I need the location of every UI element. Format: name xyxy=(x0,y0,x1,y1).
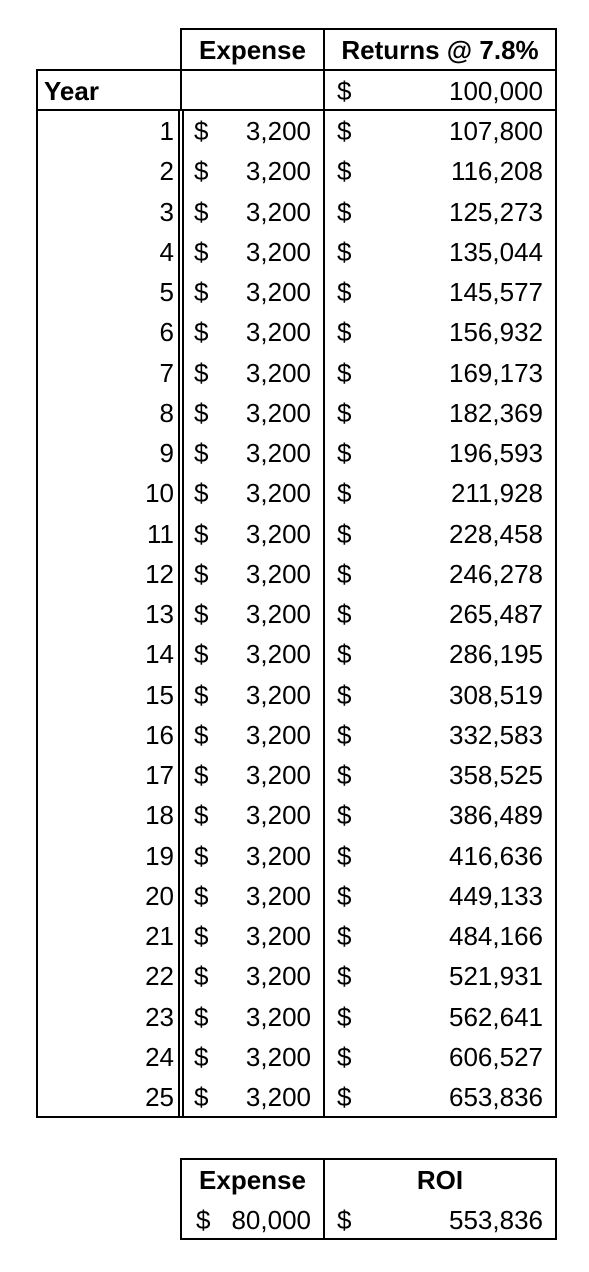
expense-currency: $ xyxy=(194,720,209,750)
returns-cell: 332,583 xyxy=(449,720,543,750)
year-cell: 11 xyxy=(147,519,174,549)
expense-cell: 3,200 xyxy=(245,961,311,991)
expense-cell: 3,200 xyxy=(245,559,311,589)
returns-currency: $ xyxy=(337,1042,352,1072)
returns-currency: $ xyxy=(337,438,352,468)
year-cell: 9 xyxy=(159,438,174,468)
year-cell: 15 xyxy=(145,680,174,710)
summary-expense-value: 80,000 xyxy=(231,1205,311,1235)
start-value-currency: $ xyxy=(337,76,352,106)
returns-cell: 246,278 xyxy=(449,559,543,589)
expense-cell: 3,200 xyxy=(245,277,311,307)
returns-currency: $ xyxy=(337,760,352,790)
returns-cell: 265,487 xyxy=(449,599,543,629)
returns-currency: $ xyxy=(337,1082,352,1112)
returns-currency: $ xyxy=(337,599,352,629)
expense-cell: 3,200 xyxy=(245,1082,311,1112)
expense-currency: $ xyxy=(194,156,209,186)
returns-cell: 145,577 xyxy=(449,277,543,307)
returns-currency: $ xyxy=(337,358,352,388)
returns-currency: $ xyxy=(337,961,352,991)
table-border xyxy=(182,109,184,1118)
table-border xyxy=(555,1158,557,1240)
expense-currency: $ xyxy=(194,478,209,508)
returns-cell: 125,273 xyxy=(449,197,543,227)
returns-cell: 358,525 xyxy=(449,760,543,790)
returns-currency: $ xyxy=(337,559,352,589)
returns-cell: 211,928 xyxy=(450,478,543,508)
year-cell: 10 xyxy=(145,478,174,508)
year-cell: 18 xyxy=(145,800,174,830)
expense-cell: 3,200 xyxy=(245,358,311,388)
expense-cell: 3,200 xyxy=(245,921,311,951)
expense-cell: 3,200 xyxy=(245,881,311,911)
expense-cell: 3,200 xyxy=(245,438,311,468)
table-border xyxy=(555,28,557,1118)
summary-roi-value: 553,836 xyxy=(449,1205,543,1235)
returns-cell: 386,489 xyxy=(449,800,543,830)
expense-cell: 3,200 xyxy=(245,760,311,790)
expense-cell: 3,200 xyxy=(245,1042,311,1072)
expense-currency: $ xyxy=(194,921,209,951)
year-cell: 7 xyxy=(159,358,174,388)
expense-cell: 3,200 xyxy=(245,800,311,830)
returns-currency: $ xyxy=(337,478,352,508)
expense-cell: 3,200 xyxy=(245,317,311,347)
expense-currency: $ xyxy=(194,116,209,146)
returns-cell: 196,593 xyxy=(449,438,543,468)
expense-currency: $ xyxy=(194,438,209,468)
returns-currency: $ xyxy=(337,639,352,669)
table-border xyxy=(323,28,325,1118)
expense-currency: $ xyxy=(194,760,209,790)
expense-currency: $ xyxy=(194,277,209,307)
year-cell: 25 xyxy=(145,1082,174,1112)
year-cell: 4 xyxy=(159,237,174,267)
year-cell: 24 xyxy=(145,1042,174,1072)
expense-cell: 3,200 xyxy=(245,237,311,267)
expense-currency: $ xyxy=(194,398,209,428)
expense-currency: $ xyxy=(194,237,209,267)
returns-currency: $ xyxy=(337,116,352,146)
expense-cell: 3,200 xyxy=(245,197,311,227)
start-value: 100,000 xyxy=(449,76,543,106)
returns-currency: $ xyxy=(337,317,352,347)
year-cell: 3 xyxy=(159,197,174,227)
expense-currency: $ xyxy=(194,961,209,991)
year-cell: 2 xyxy=(159,156,174,186)
expense-currency: $ xyxy=(194,317,209,347)
year-cell: 16 xyxy=(145,720,174,750)
expense-cell: 3,200 xyxy=(245,639,311,669)
returns-cell: 484,166 xyxy=(449,921,543,951)
expense-currency: $ xyxy=(194,559,209,589)
returns-currency: $ xyxy=(337,398,352,428)
table-border xyxy=(36,69,38,1118)
returns-cell: 449,133 xyxy=(449,881,543,911)
expense-currency: $ xyxy=(194,519,209,549)
returns-currency: $ xyxy=(337,519,352,549)
expense-column-header: Expense xyxy=(199,35,306,65)
year-cell: 13 xyxy=(145,599,174,629)
expense-cell: 3,200 xyxy=(245,519,311,549)
expense-cell: 3,200 xyxy=(245,599,311,629)
year-cell: 17 xyxy=(145,760,174,790)
year-cell: 1 xyxy=(159,116,174,146)
returns-currency: $ xyxy=(337,197,352,227)
expense-currency: $ xyxy=(194,197,209,227)
expense-cell: 3,200 xyxy=(245,398,311,428)
returns-currency: $ xyxy=(337,156,352,186)
expense-cell: 3,200 xyxy=(245,841,311,871)
year-column-header: Year xyxy=(44,76,99,106)
expense-currency: $ xyxy=(194,1042,209,1072)
returns-cell: 169,173 xyxy=(449,358,543,388)
expense-currency: $ xyxy=(194,358,209,388)
returns-currency: $ xyxy=(337,720,352,750)
returns-currency: $ xyxy=(337,921,352,951)
year-cell: 20 xyxy=(145,881,174,911)
returns-cell: 521,931 xyxy=(449,961,543,991)
returns-cell: 416,636 xyxy=(449,841,543,871)
returns-currency: $ xyxy=(337,841,352,871)
expense-currency: $ xyxy=(194,800,209,830)
year-cell: 14 xyxy=(145,639,174,669)
returns-currency: $ xyxy=(337,1002,352,1032)
year-cell: 21 xyxy=(145,921,174,951)
year-cell: 5 xyxy=(159,277,174,307)
year-cell: 6 xyxy=(159,317,174,347)
returns-cell: 653,836 xyxy=(449,1082,543,1112)
summary-roi-currency: $ xyxy=(337,1205,352,1235)
expense-cell: 3,200 xyxy=(245,1002,311,1032)
expense-currency: $ xyxy=(194,639,209,669)
returns-currency: $ xyxy=(337,237,352,267)
returns-cell: 107,800 xyxy=(449,116,543,146)
returns-cell: 116,208 xyxy=(450,156,543,186)
returns-currency: $ xyxy=(337,800,352,830)
expense-currency: $ xyxy=(194,841,209,871)
expense-currency: $ xyxy=(194,881,209,911)
summary-expense-header: Expense xyxy=(199,1165,306,1195)
returns-column-header: Returns @ 7.8% xyxy=(341,35,539,65)
returns-cell: 228,458 xyxy=(449,519,543,549)
expense-currency: $ xyxy=(194,1002,209,1032)
expense-currency: $ xyxy=(194,1082,209,1112)
summary-roi-header: ROI xyxy=(416,1165,464,1195)
returns-cell: 286,195 xyxy=(449,639,543,669)
expense-currency: $ xyxy=(194,599,209,629)
expense-currency: $ xyxy=(194,680,209,710)
summary-expense-currency: $ xyxy=(196,1205,211,1235)
returns-cell: 135,044 xyxy=(449,237,543,267)
expense-cell: 3,200 xyxy=(245,478,311,508)
table-border xyxy=(178,109,180,1118)
year-cell: 12 xyxy=(145,559,174,589)
returns-currency: $ xyxy=(337,680,352,710)
returns-cell: 562,641 xyxy=(449,1002,543,1032)
year-cell: 22 xyxy=(145,961,174,991)
expense-cell: 3,200 xyxy=(245,116,311,146)
expense-cell: 3,200 xyxy=(245,680,311,710)
year-cell: 8 xyxy=(159,398,174,428)
returns-currency: $ xyxy=(337,277,352,307)
year-cell: 19 xyxy=(145,841,174,871)
returns-cell: 156,932 xyxy=(449,317,543,347)
expense-cell: 3,200 xyxy=(245,156,311,186)
expense-cell: 3,200 xyxy=(245,720,311,750)
returns-cell: 308,519 xyxy=(449,680,543,710)
returns-currency: $ xyxy=(337,881,352,911)
returns-cell: 182,369 xyxy=(449,398,543,428)
returns-cell: 606,527 xyxy=(449,1042,543,1072)
year-cell: 23 xyxy=(145,1002,174,1032)
